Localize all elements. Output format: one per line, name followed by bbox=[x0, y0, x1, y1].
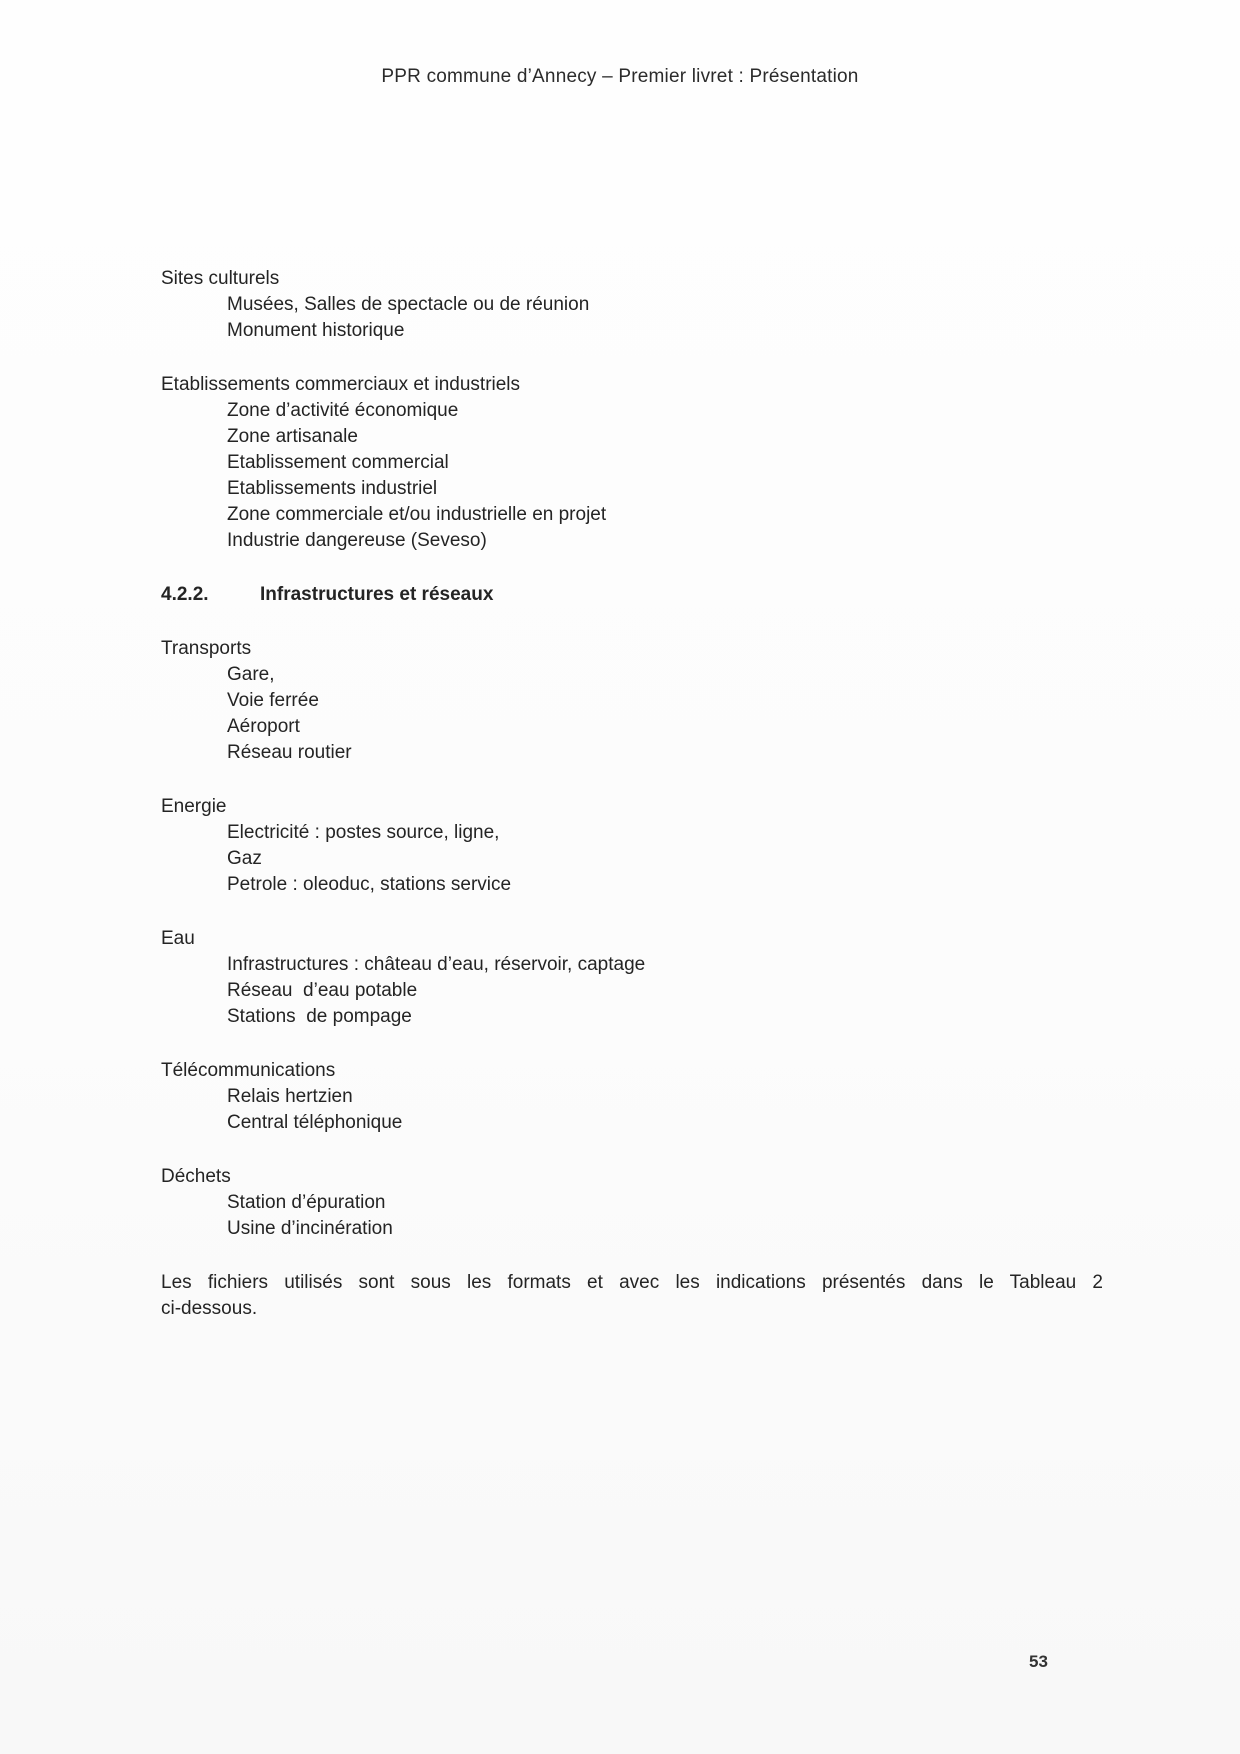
group-item: Etablissement commercial bbox=[227, 452, 449, 473]
page-number: 53 bbox=[1029, 1652, 1048, 1671]
category-group-telecommunications bbox=[161, 1058, 1103, 1136]
group-item: Musées, Salles de spectacle ou de réunion bbox=[227, 294, 590, 315]
group-item: Zone artisanale bbox=[227, 426, 358, 447]
group-item: Aéroport bbox=[227, 716, 300, 737]
page-header: PPR commune d’Annecy – Premier livret : Présentation bbox=[381, 66, 859, 87]
group-label: Transports bbox=[161, 638, 252, 659]
closing-paragraph: Les fichiers utilisés sont sous les formats et avec les indications présentés dans le Tableau 2 ci-dessous. bbox=[161, 1272, 1103, 1319]
group-item: Réseau d’eau potable bbox=[227, 980, 418, 1001]
category-group-dechets bbox=[161, 1164, 1103, 1242]
group-label: Energie bbox=[161, 796, 227, 817]
category-group-transports bbox=[161, 636, 1103, 766]
group-item: Monument historique bbox=[227, 320, 405, 341]
category-group-eau bbox=[161, 926, 1103, 1030]
group-item: Gaz bbox=[227, 848, 262, 869]
group-item: Stations de pompage bbox=[227, 1006, 412, 1027]
group-item: Station d’épuration bbox=[227, 1192, 386, 1213]
group-item: Voie ferrée bbox=[227, 690, 319, 711]
group-item: Réseau routier bbox=[227, 742, 352, 763]
section-heading-title: Infrastructures et réseaux bbox=[260, 584, 494, 605]
group-label: Eau bbox=[161, 928, 195, 949]
section-heading-number: 4.2.2. bbox=[161, 584, 209, 605]
group-item: Industrie dangereuse (Seveso) bbox=[227, 530, 487, 551]
group-item: Infrastructures : château d’eau, réservoir, captage bbox=[227, 954, 646, 975]
category-group-sites-culturels bbox=[161, 266, 1103, 344]
group-label: Télécommunications bbox=[161, 1060, 336, 1081]
group-item: Zone d’activité économique bbox=[227, 400, 459, 421]
group-item: Usine d’incinération bbox=[227, 1218, 393, 1239]
group-item: Electricité : postes source, ligne, bbox=[227, 822, 500, 843]
group-label: Sites culturels bbox=[161, 268, 280, 289]
group-label: Etablissements commerciaux et industriels bbox=[161, 374, 521, 395]
group-item: Central téléphonique bbox=[227, 1112, 403, 1133]
section-heading bbox=[161, 582, 1103, 608]
group-item: Petrole : oleoduc, stations service bbox=[227, 874, 512, 895]
group-label: Déchets bbox=[161, 1166, 231, 1187]
group-item: Etablissements industriel bbox=[227, 478, 438, 499]
category-group-energie bbox=[161, 794, 1103, 898]
category-group-etablissements bbox=[161, 372, 1103, 554]
group-item: Zone commerciale et/ou industrielle en projet bbox=[227, 504, 607, 525]
group-item: Relais hertzien bbox=[227, 1086, 353, 1107]
group-item: Gare, bbox=[227, 664, 275, 685]
document-body bbox=[161, 266, 1103, 1322]
